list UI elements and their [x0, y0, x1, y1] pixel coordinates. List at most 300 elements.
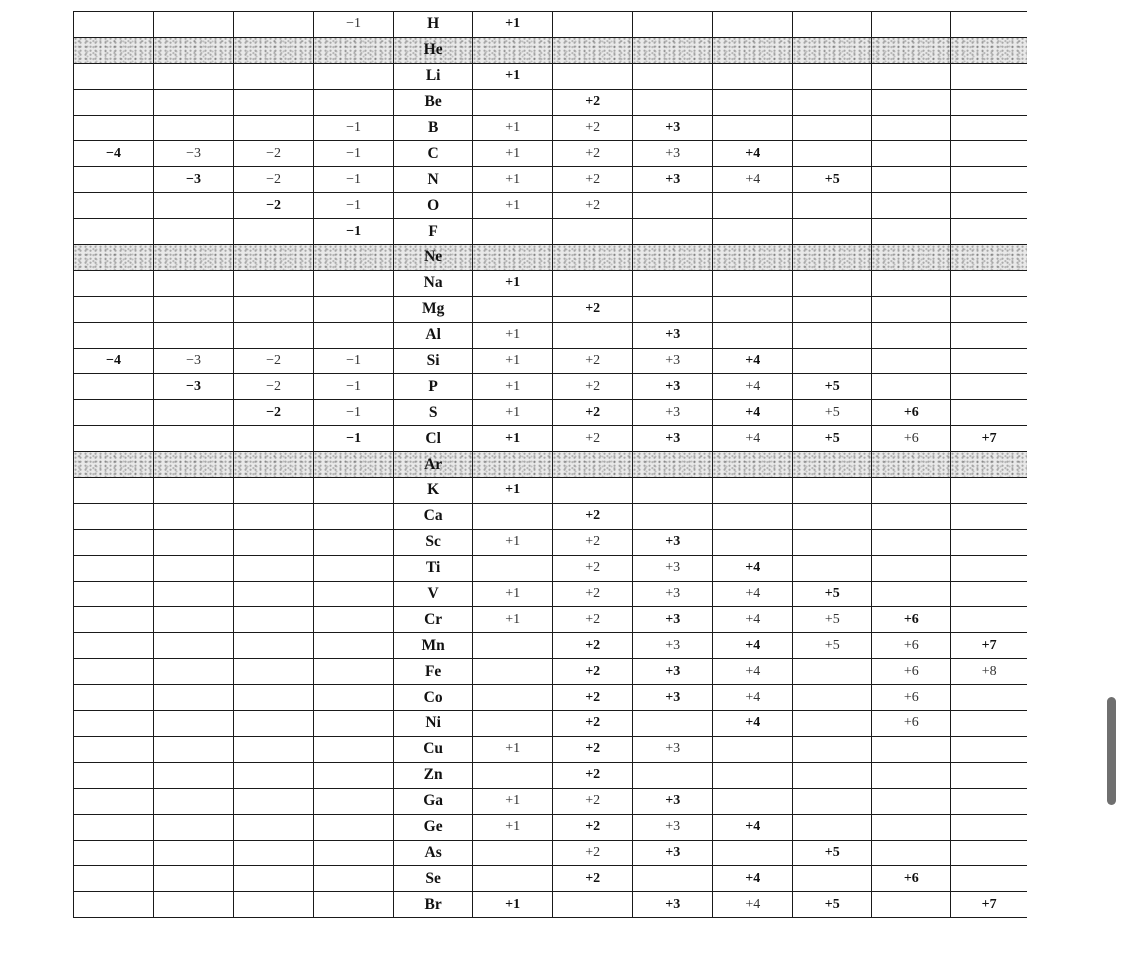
- oxidation-state-cell: [951, 788, 1027, 814]
- oxidation-state-cell: +2: [553, 193, 633, 219]
- oxidation-state-cell: [553, 63, 633, 89]
- oxidation-state-cell: [234, 115, 314, 141]
- oxidation-state-cell: [713, 478, 793, 504]
- oxidation-state-cell: [872, 115, 951, 141]
- element-symbol-cell: Se: [394, 866, 473, 892]
- oxidation-state-cell: [234, 63, 314, 89]
- oxidation-state-cell: +5: [793, 167, 872, 193]
- oxidation-state-cell: [154, 296, 234, 322]
- oxidation-state-cell: [154, 607, 234, 633]
- oxidation-state-cell: −4: [74, 141, 154, 167]
- element-symbol-cell: Mn: [394, 633, 473, 659]
- oxidation-state-cell: +1: [473, 193, 553, 219]
- oxidation-state-cell: [553, 270, 633, 296]
- element-symbol-cell: O: [394, 193, 473, 219]
- oxidation-state-cell: [234, 814, 314, 840]
- oxidation-state-cell: [951, 167, 1027, 193]
- oxidation-state-cell: +4: [713, 711, 793, 737]
- oxidation-state-cell: +1: [473, 12, 553, 38]
- oxidation-state-cell: [234, 452, 314, 478]
- oxidation-state-cell: −2: [234, 400, 314, 426]
- table-row: [74, 322, 1028, 348]
- oxidation-state-cell: [713, 296, 793, 322]
- oxidation-state-cell: [553, 452, 633, 478]
- oxidation-state-cell: [872, 193, 951, 219]
- oxidation-state-cell: +7: [951, 892, 1027, 918]
- oxidation-state-cell: [74, 167, 154, 193]
- oxidation-state-cell: [713, 788, 793, 814]
- oxidation-state-cell: [234, 37, 314, 63]
- oxidation-state-cell: +3: [633, 529, 713, 555]
- oxidation-state-cell: [74, 322, 154, 348]
- table-row: [74, 12, 1028, 38]
- oxidation-state-cell: +4: [713, 581, 793, 607]
- oxidation-state-cell: [793, 711, 872, 737]
- oxidation-state-cell: [473, 555, 553, 581]
- oxidation-state-cell: [234, 503, 314, 529]
- oxidation-state-cell: [793, 115, 872, 141]
- table-row: [74, 762, 1028, 788]
- oxidation-state-cell: [473, 633, 553, 659]
- oxidation-state-cell: +3: [633, 840, 713, 866]
- oxidation-state-cell: [154, 245, 234, 271]
- oxidation-state-cell: [713, 89, 793, 115]
- oxidation-state-cell: [951, 219, 1027, 245]
- oxidation-state-cell: [473, 711, 553, 737]
- element-symbol-cell: As: [394, 840, 473, 866]
- oxidation-state-cell: +4: [713, 167, 793, 193]
- oxidation-state-cell: +3: [633, 400, 713, 426]
- oxidation-state-cell: [234, 762, 314, 788]
- oxidation-state-cell: [951, 762, 1027, 788]
- element-symbol-cell: S: [394, 400, 473, 426]
- table-row: [74, 374, 1028, 400]
- oxidation-state-cell: +2: [553, 788, 633, 814]
- oxidation-state-cell: [951, 115, 1027, 141]
- oxidation-state-cell: [793, 788, 872, 814]
- oxidation-state-cell: [473, 866, 553, 892]
- table-row: [74, 296, 1028, 322]
- table-row: [74, 89, 1028, 115]
- oxidation-state-cell: +3: [633, 633, 713, 659]
- oxidation-state-cell: [314, 37, 394, 63]
- table-row: [74, 736, 1028, 762]
- oxidation-state-cell: −2: [234, 348, 314, 374]
- oxidation-state-cell: +2: [553, 348, 633, 374]
- oxidation-state-cell: [872, 89, 951, 115]
- oxidation-state-cell: +2: [553, 607, 633, 633]
- oxidation-state-cell: [553, 322, 633, 348]
- oxidation-state-cell: [553, 245, 633, 271]
- oxidation-state-cell: −1: [314, 348, 394, 374]
- oxidation-state-cell: [154, 503, 234, 529]
- oxidation-state-cell: [793, 270, 872, 296]
- oxidation-state-cell: +2: [553, 840, 633, 866]
- oxidation-state-cell: [234, 426, 314, 452]
- oxidation-state-cell: [633, 12, 713, 38]
- oxidation-state-cell: +4: [713, 814, 793, 840]
- table-row: [74, 167, 1028, 193]
- oxidation-state-cell: [633, 245, 713, 271]
- oxidation-state-cell: +6: [872, 711, 951, 737]
- oxidation-state-cell: [74, 63, 154, 89]
- element-symbol-cell: Ti: [394, 555, 473, 581]
- oxidation-state-cell: [314, 762, 394, 788]
- oxidation-state-cell: [74, 37, 154, 63]
- oxidation-state-cell: [74, 762, 154, 788]
- oxidation-state-cell: [951, 452, 1027, 478]
- oxidation-state-cell: [951, 529, 1027, 555]
- oxidation-state-cell: [713, 736, 793, 762]
- oxidation-state-cell: +5: [793, 581, 872, 607]
- oxidation-state-cell: [713, 840, 793, 866]
- oxidation-state-cell: +6: [872, 633, 951, 659]
- oxidation-state-cell: [314, 607, 394, 633]
- oxidation-state-cell: [872, 219, 951, 245]
- oxidation-state-cell: +4: [713, 633, 793, 659]
- oxidation-state-cell: +1: [473, 322, 553, 348]
- oxidation-state-cell: +6: [872, 400, 951, 426]
- oxidation-state-cell: −2: [234, 193, 314, 219]
- oxidation-state-cell: [951, 607, 1027, 633]
- oxidation-state-cell: +6: [872, 659, 951, 685]
- oxidation-state-cell: [473, 840, 553, 866]
- oxidation-state-cell: [473, 685, 553, 711]
- oxidation-state-cell: [314, 529, 394, 555]
- oxidation-state-cell: +2: [553, 685, 633, 711]
- oxidation-state-cell: [951, 348, 1027, 374]
- oxidation-state-cell: [633, 866, 713, 892]
- oxidation-state-cell: +1: [473, 63, 553, 89]
- oxidation-state-cell: +4: [713, 400, 793, 426]
- oxidation-state-cell: [314, 478, 394, 504]
- oxidation-state-cell: [633, 219, 713, 245]
- element-symbol-cell: Cu: [394, 736, 473, 762]
- oxidation-state-cell: +4: [713, 866, 793, 892]
- oxidation-state-cell: [234, 607, 314, 633]
- oxidation-state-cell: [314, 452, 394, 478]
- oxidation-state-cell: +1: [473, 892, 553, 918]
- oxidation-state-cell: [473, 452, 553, 478]
- oxidation-state-cell: +3: [633, 607, 713, 633]
- oxidation-state-cell: [713, 529, 793, 555]
- oxidation-state-cell: +2: [553, 115, 633, 141]
- oxidation-state-cell: [793, 529, 872, 555]
- oxidation-state-cell: [314, 245, 394, 271]
- oxidation-state-cell: +4: [713, 426, 793, 452]
- oxidation-state-cell: [793, 322, 872, 348]
- oxidation-state-cell: −1: [314, 219, 394, 245]
- oxidation-state-cell: +4: [713, 607, 793, 633]
- oxidation-state-cell: [951, 193, 1027, 219]
- oxidation-state-cell: [154, 400, 234, 426]
- table-body: [74, 12, 1028, 918]
- vertical-scrollbar-thumb[interactable]: [1107, 697, 1116, 805]
- oxidation-state-cell: [553, 478, 633, 504]
- oxidation-state-cell: [154, 12, 234, 38]
- oxidation-state-cell: [951, 840, 1027, 866]
- oxidation-state-cell: [234, 296, 314, 322]
- oxidation-state-cell: [154, 478, 234, 504]
- oxidation-state-cell: [154, 63, 234, 89]
- oxidation-state-cell: +1: [473, 115, 553, 141]
- oxidation-state-cell: [872, 452, 951, 478]
- oxidation-state-cell: [314, 711, 394, 737]
- oxidation-state-cell: [473, 296, 553, 322]
- oxidation-state-cell: [713, 322, 793, 348]
- oxidation-state-cell: [74, 529, 154, 555]
- table-row: [74, 581, 1028, 607]
- oxidation-state-cell: [234, 866, 314, 892]
- oxidation-state-cell: [154, 115, 234, 141]
- oxidation-state-cell: [74, 685, 154, 711]
- oxidation-state-cell: −3: [154, 141, 234, 167]
- oxidation-state-cell: +2: [553, 814, 633, 840]
- oxidation-state-cell: [314, 322, 394, 348]
- oxidation-state-cell: −1: [314, 400, 394, 426]
- oxidation-state-cell: [872, 840, 951, 866]
- oxidation-state-cell: [314, 814, 394, 840]
- oxidation-state-cell: [314, 736, 394, 762]
- oxidation-state-cell: [633, 503, 713, 529]
- oxidation-state-cell: +2: [553, 529, 633, 555]
- oxidation-state-cell: [314, 788, 394, 814]
- oxidation-state-cell: [951, 245, 1027, 271]
- oxidation-state-cell: [473, 503, 553, 529]
- oxidation-state-cell: +4: [713, 685, 793, 711]
- oxidation-state-cell: [314, 892, 394, 918]
- oxidation-state-cell: [74, 374, 154, 400]
- oxidation-state-cell: [74, 478, 154, 504]
- oxidation-state-cell: [872, 63, 951, 89]
- oxidation-state-cell: [793, 478, 872, 504]
- oxidation-state-cell: [872, 141, 951, 167]
- oxidation-state-cell: [74, 452, 154, 478]
- oxidation-state-cell: [872, 581, 951, 607]
- oxidation-state-cell: [154, 37, 234, 63]
- oxidation-state-cell: −1: [314, 426, 394, 452]
- oxidation-state-cell: +1: [473, 478, 553, 504]
- oxidation-state-cell: [793, 37, 872, 63]
- oxidation-state-cell: [633, 37, 713, 63]
- oxidation-state-cell: +2: [553, 374, 633, 400]
- oxidation-state-cell: [234, 711, 314, 737]
- oxidation-state-cell: [473, 37, 553, 63]
- oxidation-state-cell: [234, 659, 314, 685]
- oxidation-state-cell: [154, 659, 234, 685]
- oxidation-state-cell: [793, 219, 872, 245]
- oxidation-state-cell: [951, 37, 1027, 63]
- oxidation-state-cell: [473, 219, 553, 245]
- table-row: [74, 892, 1028, 918]
- oxidation-state-cell: [633, 270, 713, 296]
- oxidation-state-cell: [793, 814, 872, 840]
- oxidation-state-cell: [74, 89, 154, 115]
- oxidation-state-cell: +1: [473, 788, 553, 814]
- oxidation-state-cell: [314, 633, 394, 659]
- oxidation-state-cell: +3: [633, 685, 713, 711]
- oxidation-state-cell: [234, 892, 314, 918]
- oxidation-state-cell: [872, 736, 951, 762]
- oxidation-state-cell: +2: [553, 89, 633, 115]
- element-symbol-cell: Cr: [394, 607, 473, 633]
- oxidation-state-cell: +6: [872, 426, 951, 452]
- table-row: [74, 245, 1028, 271]
- oxidation-state-table-container: [73, 11, 1027, 918]
- oxidation-state-cell: [314, 63, 394, 89]
- oxidation-state-cell: [793, 659, 872, 685]
- oxidation-state-cell: [74, 115, 154, 141]
- oxidation-state-cell: +5: [793, 633, 872, 659]
- oxidation-state-cell: [154, 685, 234, 711]
- oxidation-state-cell: +3: [633, 426, 713, 452]
- element-symbol-cell: H: [394, 12, 473, 38]
- table-row: [74, 141, 1028, 167]
- oxidation-state-cell: [473, 762, 553, 788]
- oxidation-state-cell: [951, 400, 1027, 426]
- oxidation-state-cell: −2: [234, 167, 314, 193]
- table-row: [74, 685, 1028, 711]
- oxidation-state-cell: +1: [473, 348, 553, 374]
- oxidation-state-cell: +3: [633, 555, 713, 581]
- oxidation-state-cell: +3: [633, 736, 713, 762]
- oxidation-state-cell: [154, 866, 234, 892]
- oxidation-state-cell: [713, 63, 793, 89]
- oxidation-state-cell: −1: [314, 141, 394, 167]
- oxidation-state-cell: [234, 245, 314, 271]
- oxidation-state-cell: [234, 270, 314, 296]
- oxidation-state-cell: [553, 37, 633, 63]
- oxidation-state-cell: +2: [553, 426, 633, 452]
- table-row: [74, 659, 1028, 685]
- oxidation-state-cell: [713, 762, 793, 788]
- oxidation-state-cell: +2: [553, 736, 633, 762]
- oxidation-state-cell: [872, 503, 951, 529]
- oxidation-state-cell: +2: [553, 167, 633, 193]
- element-symbol-cell: He: [394, 37, 473, 63]
- table-row: [74, 193, 1028, 219]
- element-symbol-cell: Ca: [394, 503, 473, 529]
- table-row: [74, 788, 1028, 814]
- oxidation-state-cell: [633, 296, 713, 322]
- oxidation-state-cell: −1: [314, 193, 394, 219]
- oxidation-state-cell: +4: [713, 374, 793, 400]
- table-row: [74, 711, 1028, 737]
- oxidation-state-cell: [314, 89, 394, 115]
- oxidation-state-cell: [314, 685, 394, 711]
- oxidation-state-cell: [314, 555, 394, 581]
- oxidation-state-cell: [74, 426, 154, 452]
- oxidation-state-cell: [234, 633, 314, 659]
- oxidation-state-cell: [793, 141, 872, 167]
- oxidation-state-cell: +2: [553, 503, 633, 529]
- oxidation-state-cell: [314, 659, 394, 685]
- table-row: [74, 478, 1028, 504]
- oxidation-state-cell: [234, 555, 314, 581]
- oxidation-state-cell: [633, 711, 713, 737]
- table-row: [74, 219, 1028, 245]
- table-row: [74, 633, 1028, 659]
- oxidation-state-cell: +1: [473, 374, 553, 400]
- oxidation-state-cell: −4: [74, 348, 154, 374]
- oxidation-state-cell: [154, 529, 234, 555]
- oxidation-state-cell: [793, 12, 872, 38]
- oxidation-state-cell: [74, 270, 154, 296]
- oxidation-state-cell: +4: [713, 348, 793, 374]
- oxidation-state-cell: [154, 89, 234, 115]
- oxidation-state-cell: [951, 63, 1027, 89]
- oxidation-state-cell: +2: [553, 296, 633, 322]
- oxidation-state-cell: [951, 12, 1027, 38]
- oxidation-state-cell: [793, 866, 872, 892]
- oxidation-state-cell: [473, 89, 553, 115]
- element-symbol-cell: Ge: [394, 814, 473, 840]
- oxidation-state-cell: [951, 581, 1027, 607]
- oxidation-state-cell: [872, 167, 951, 193]
- oxidation-state-cell: [234, 840, 314, 866]
- oxidation-state-cell: [713, 503, 793, 529]
- element-symbol-cell: Co: [394, 685, 473, 711]
- oxidation-state-cell: [553, 892, 633, 918]
- oxidation-state-cell: +3: [633, 167, 713, 193]
- oxidation-state-cell: [74, 633, 154, 659]
- oxidation-state-cell: [234, 736, 314, 762]
- element-symbol-cell: Si: [394, 348, 473, 374]
- oxidation-state-cell: +7: [951, 633, 1027, 659]
- oxidation-state-cell: [633, 193, 713, 219]
- oxidation-state-cell: −1: [314, 374, 394, 400]
- oxidation-state-cell: [74, 12, 154, 38]
- oxidation-state-cell: [234, 89, 314, 115]
- oxidation-state-cell: [793, 348, 872, 374]
- oxidation-state-cell: +4: [713, 659, 793, 685]
- table-row: [74, 840, 1028, 866]
- oxidation-state-cell: [713, 37, 793, 63]
- oxidation-state-cell: [951, 270, 1027, 296]
- oxidation-state-cell: [154, 270, 234, 296]
- oxidation-state-cell: [154, 555, 234, 581]
- oxidation-state-cell: [872, 348, 951, 374]
- oxidation-state-cell: [74, 581, 154, 607]
- oxidation-state-cell: [951, 736, 1027, 762]
- oxidation-state-cell: [74, 814, 154, 840]
- oxidation-state-cell: [154, 892, 234, 918]
- oxidation-state-cell: +5: [793, 426, 872, 452]
- oxidation-state-cell: [872, 12, 951, 38]
- oxidation-state-cell: +5: [793, 374, 872, 400]
- oxidation-state-cell: [872, 529, 951, 555]
- element-symbol-cell: Ne: [394, 245, 473, 271]
- oxidation-state-cell: −2: [234, 141, 314, 167]
- oxidation-state-cell: [234, 581, 314, 607]
- oxidation-state-cell: [74, 503, 154, 529]
- oxidation-state-cell: [154, 581, 234, 607]
- oxidation-state-cell: +5: [793, 840, 872, 866]
- oxidation-state-cell: [793, 555, 872, 581]
- element-symbol-cell: Be: [394, 89, 473, 115]
- table-row: [74, 37, 1028, 63]
- oxidation-state-cell: +3: [633, 581, 713, 607]
- oxidation-state-cell: [793, 736, 872, 762]
- table-row: [74, 503, 1028, 529]
- element-symbol-cell: Fe: [394, 659, 473, 685]
- oxidation-state-cell: +6: [872, 607, 951, 633]
- element-symbol-cell: Ar: [394, 452, 473, 478]
- oxidation-state-cell: +6: [872, 685, 951, 711]
- table-row: [74, 814, 1028, 840]
- oxidation-state-cell: +2: [553, 400, 633, 426]
- oxidation-state-cell: +1: [473, 426, 553, 452]
